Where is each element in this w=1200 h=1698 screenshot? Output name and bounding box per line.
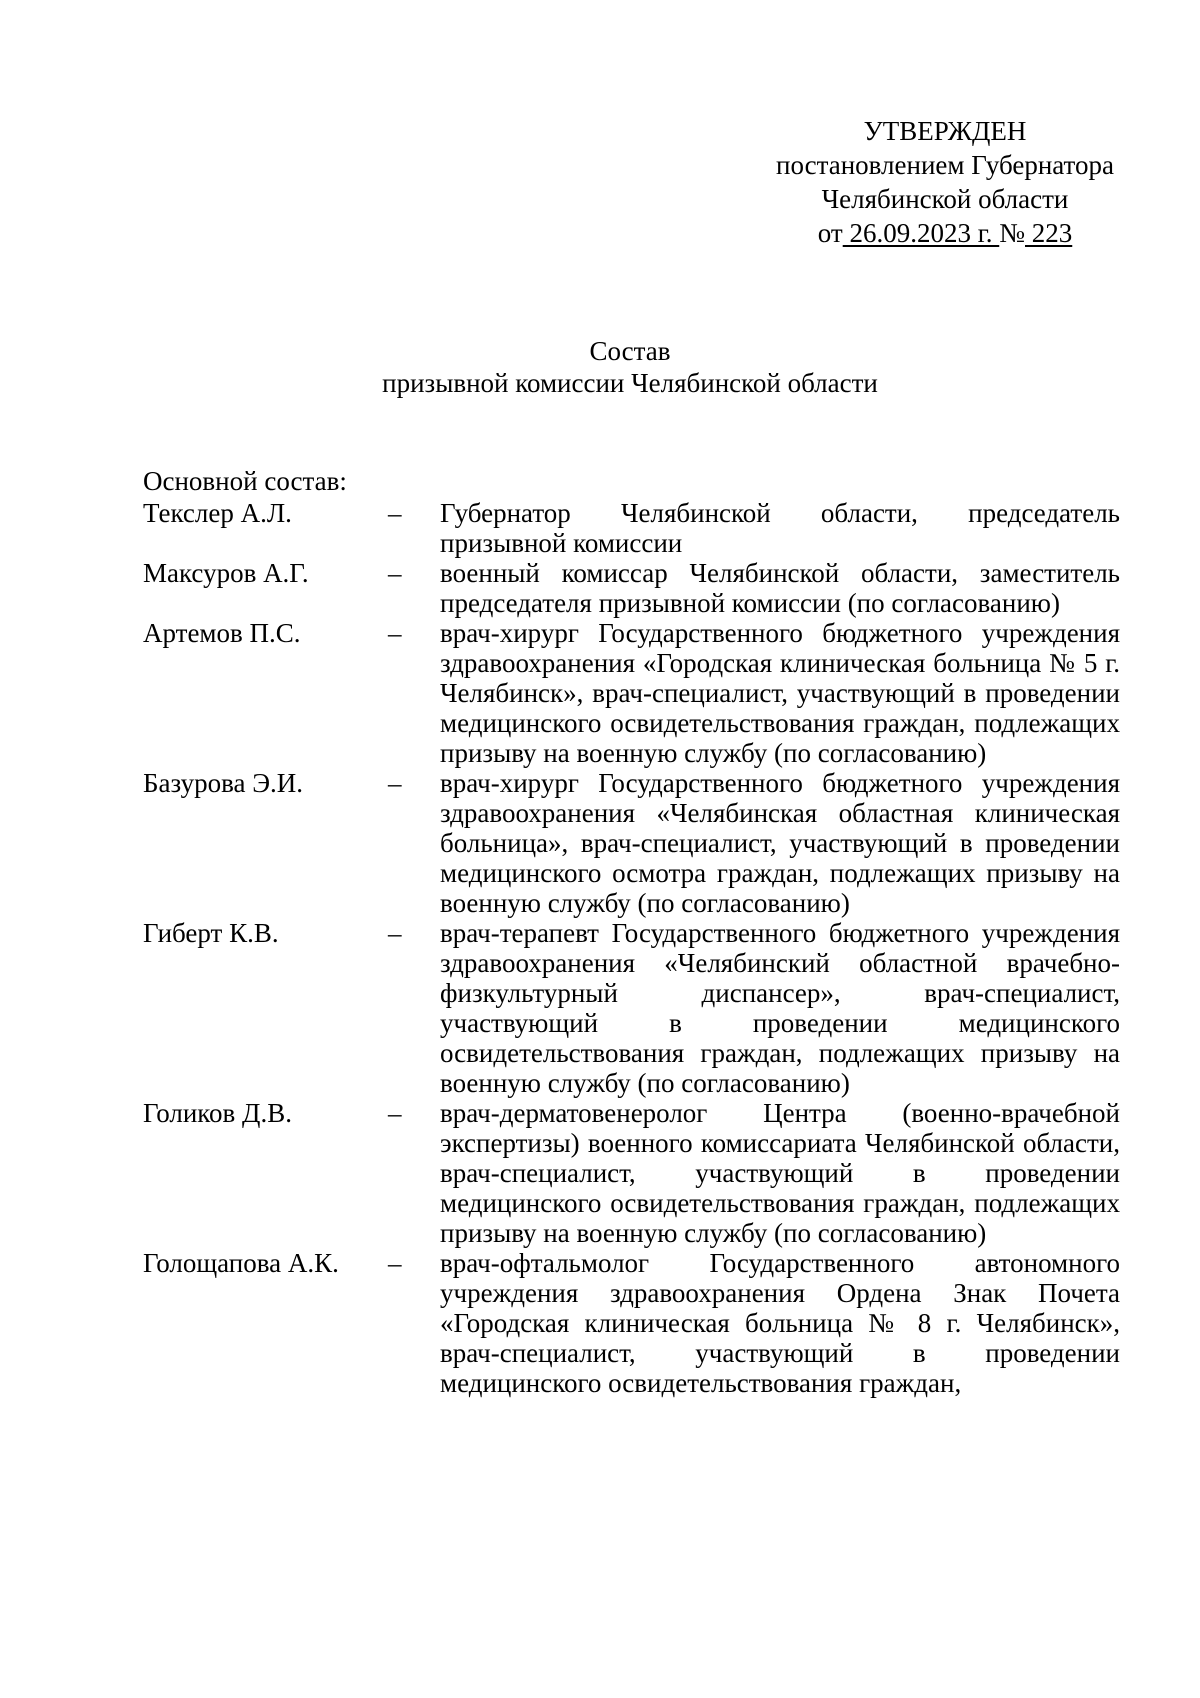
member-row	[143, 1248, 1120, 1398]
approval-date: 26.09.2023 г.	[842, 218, 1000, 248]
member-row	[143, 918, 1120, 1098]
member-name: Голиков Д.В.	[143, 1098, 292, 1128]
member-name: Голощапова А.К.	[143, 1248, 339, 1278]
member-dash: –	[388, 768, 402, 798]
member-row	[143, 498, 1120, 558]
approval-date-prefix: от	[817, 218, 843, 248]
member-dash: –	[388, 918, 402, 948]
approval-number: 223	[1025, 218, 1073, 248]
commission-members	[143, 466, 1120, 1398]
member-dash: –	[388, 1098, 402, 1128]
approval-date-line	[740, 216, 1150, 250]
document-title	[0, 335, 1200, 399]
member-name: Максуров А.Г.	[143, 558, 309, 588]
member-description: врач-хирург Государственного бюджетного учреждения здравоохранения «Городская клиническая больница № 5 г. Челябинск», врач-специалист, участвующий в проведении медицинского освидетельствования граждан, подлежащих призыву на военную службу (по согласованию)	[440, 618, 1120, 768]
approval-block	[740, 114, 1150, 250]
member-dash: –	[388, 498, 402, 528]
member-dash: –	[388, 1248, 402, 1278]
title-line-1: Состав	[589, 336, 671, 366]
member-name: Базурова Э.И.	[143, 768, 304, 798]
section-heading: Основной состав:	[143, 466, 347, 496]
title-line-2: призывной комиссии Челябинской области	[382, 368, 878, 398]
member-description: врач-терапевт Государственного бюджетного учреждения здравоохранения «Челябинский областной врачебно-физкультурный диспансер», врач-специалист, участвующий в проведении медицинского освидетельствования граждан, подлежащих призыву на военную службу (по согласованию)	[440, 918, 1120, 1098]
member-row	[143, 618, 1120, 768]
member-description: врач-офтальмолог Государственного автономного учреждения здравоохранения Ордена Знак Почета «Городская клиническая больница № 8 г. Челябинск», врач-специалист, участвующий в проведении медицинского освидетельствования граждан,	[440, 1248, 1120, 1398]
member-name: Гиберт К.В.	[143, 918, 279, 948]
member-row	[143, 558, 1120, 618]
member-dash: –	[388, 558, 402, 588]
member-row	[143, 1098, 1120, 1248]
member-name: Артемов П.С.	[143, 618, 301, 648]
member-dash: –	[388, 618, 402, 648]
member-description: врач-дерматовенеролог Центра (военно-врачебной экспертизы) военного комиссариата Челябинской области, врач-специалист, участвующий в проведении медицинского освидетельствования граждан, подлежащих призыву на военную службу (по согласованию)	[440, 1098, 1120, 1248]
member-name: Текслер А.Л.	[143, 498, 292, 528]
member-row	[143, 768, 1120, 918]
member-description: врач-хирург Государственного бюджетного учреждения здравоохранения «Челябинская областная клиническая больница», врач-специалист, участвующий в проведении медицинского осмотра граждан, подлежащих призыву на военную службу (по согласованию)	[440, 768, 1120, 918]
approval-region: Челябинской области	[821, 184, 1069, 214]
member-description: военный комиссар Челябинской области, заместитель председателя призывной комиссии (по согласованию)	[440, 558, 1120, 618]
approval-title: УТВЕРЖДЕН	[863, 116, 1027, 146]
member-description: Губернатор Челябинской области, председатель призывной комиссии	[440, 498, 1120, 558]
approval-decree: постановлением Губернатора	[776, 150, 1114, 180]
approval-number-sign: №	[999, 218, 1025, 248]
